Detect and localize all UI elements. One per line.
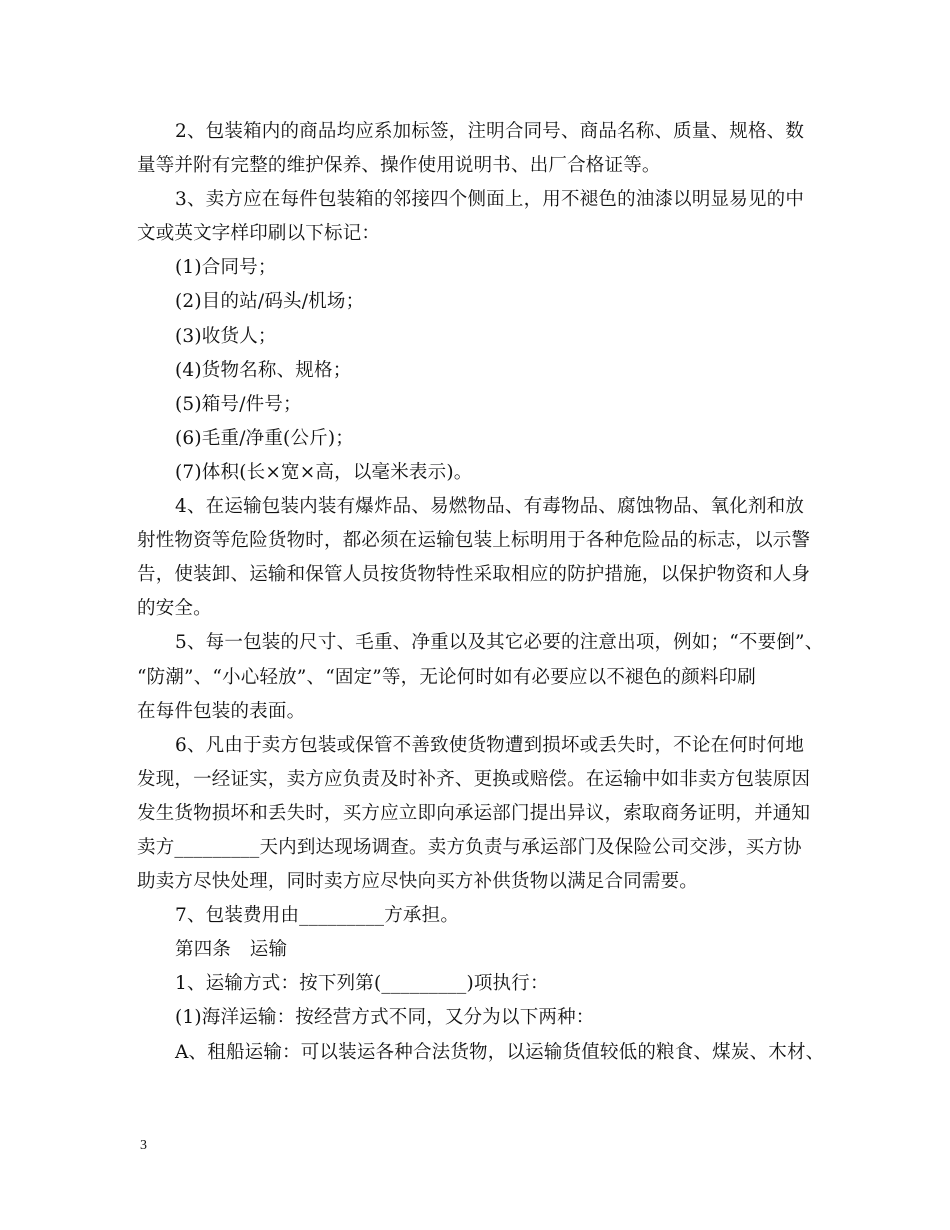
text-line: 5、每一包装的尺寸、毛重、净重以及其它必要的注意出项，例如；“不要倒”、 xyxy=(175,632,824,654)
text-line: (1)海洋运输：按经营方式不同，又分为以下两种： xyxy=(175,1007,595,1029)
text-line: A、租船运输：可以装运各种合法货物，以运输货值较低的粮食、煤炭、木材、 xyxy=(175,1041,825,1063)
text-line: 的安全。 xyxy=(137,598,212,620)
document-body xyxy=(137,115,827,1070)
text-line: 告，使装卸、运输和保管人员按货物特性采取相应的防护措施，以保护物资和人身 xyxy=(137,564,811,586)
text-line: 发现，一经证实，卖方应负责及时补齐、更换或赔偿。在运输中如非卖方包装原因 xyxy=(137,768,811,790)
text-line: 4、在运输包装内装有爆炸品、易燃物品、有毒物品、腐蚀物品、氧化剂和放 xyxy=(175,496,805,518)
text-line: 3、卖方应在每件包装箱的邻接四个侧面上，用不褪色的油漆以明显易见的中 xyxy=(175,189,805,211)
text-line: (2)目的站/码头/机场； xyxy=(175,291,365,313)
text-line: (1)合同号； xyxy=(175,257,277,279)
text-line: 2、包装箱内的商品均应系加标签，注明合同号、商品名称、质量、规格、数 xyxy=(175,121,805,142)
text-line: 助卖方尽快处理，同时卖方应尽快向买方补供货物以满足合同需要。 xyxy=(137,871,699,893)
text-line: (7)体积(长×宽×高，以毫米表示)。 xyxy=(175,461,473,483)
text-line: 在每件包装的表面。 xyxy=(137,700,306,722)
text-line: 文或英文字样印刷以下标记： xyxy=(137,223,381,245)
text-line: “防潮”、“小心轻放”、“固定”等，无论何时如有必要应以不褪色的颜料印刷 xyxy=(137,666,756,688)
text-line: 1、运输方式：按下列第(_________)项执行： xyxy=(175,973,549,995)
text-line: 射性物资等危险货物时，都必须在运输包装上标明用于各种危险品的标志，以示警 xyxy=(137,530,811,552)
text-line: 第四条 运输 xyxy=(175,939,288,961)
text-line: (3)收货人； xyxy=(175,325,277,347)
page-number: 3 xyxy=(140,1138,147,1153)
text-line: 量等并附有完整的维护保养、操作使用说明书、出厂合格证等。 xyxy=(137,155,661,177)
text-line: (5)箱号/件号； xyxy=(175,393,302,415)
text-line: 发生货物损坏和丢失时，买方应立即向承运部门提出异议，索取商务证明，并通知 xyxy=(137,802,811,824)
text-line: 6、凡由于卖方包装或保管不善致使货物遭到损坏或丢失时，不论在何时何地 xyxy=(175,734,805,756)
text-line: 卖方_________天内到达现场调查。卖方负责与承运部门及保险公司交涉，买方协 xyxy=(137,836,802,858)
text-line: 7、包装费用由_________方承担。 xyxy=(175,905,460,927)
text-line: (4)货物名称、规格； xyxy=(175,359,352,381)
text-line: (6)毛重/净重(公斤)； xyxy=(175,427,354,449)
